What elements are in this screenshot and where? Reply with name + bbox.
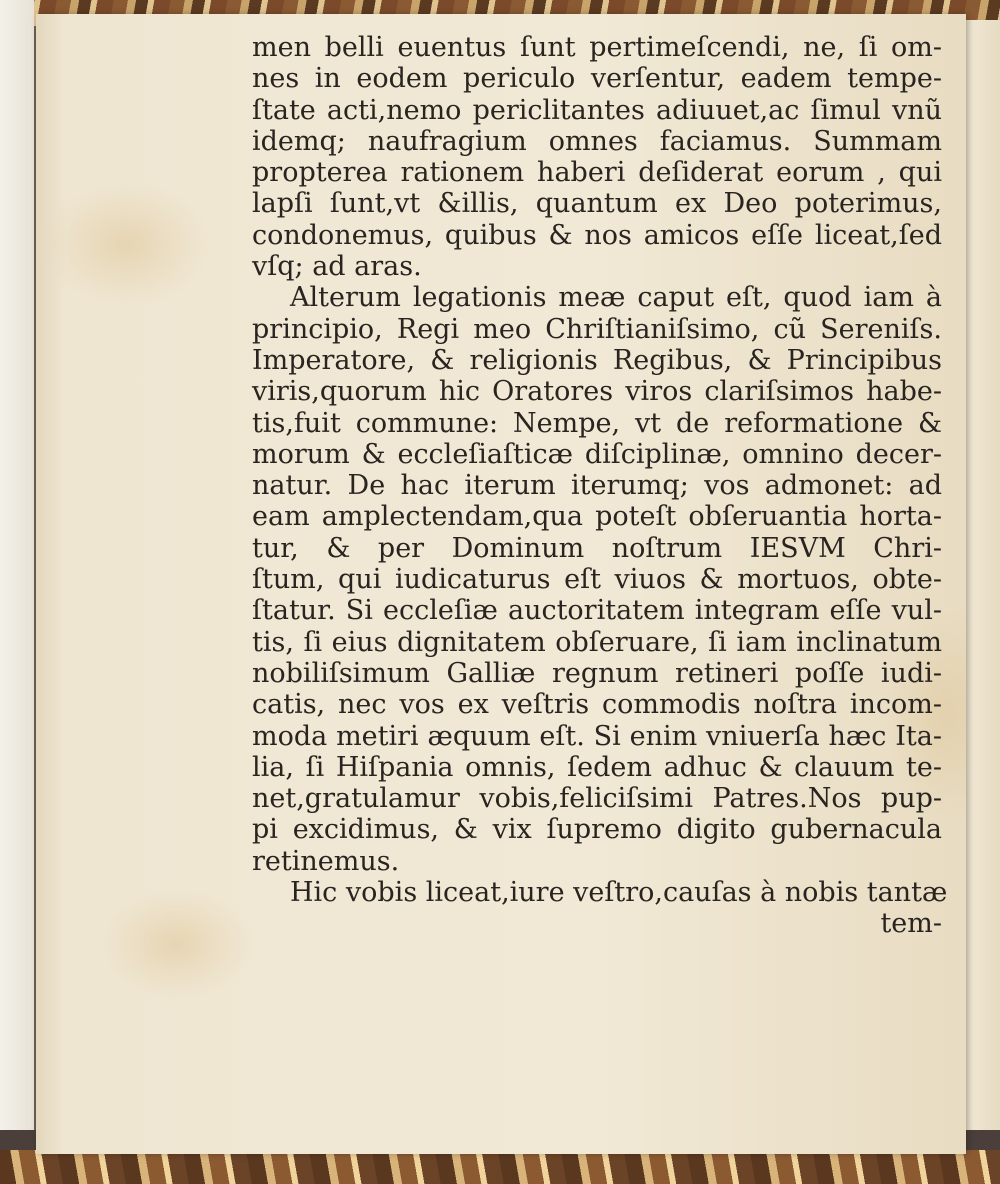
text-line: principio, Regi meo Chriſtianiſsimo, cũ Sereniſs. [252, 313, 942, 345]
text-line: nes in eodem periculo verſentur, eadem tempe- [252, 63, 942, 95]
text-line: nobiliſsimum Galliæ regnum retineri poſſe iudi- [252, 657, 942, 689]
left-margin-background [0, 0, 34, 1184]
text-line: propterea rationem haberi deſiderat eorum , qui [252, 157, 942, 189]
text-line: tis,fuit commune: Nempe, vt de reformatione & [252, 407, 942, 439]
text-line: men belli euentus ſunt pertimeſcendi, ne, ſi om- [252, 32, 942, 63]
text-line: tur, & per Dominum noſtrum IESVM Chri- [252, 532, 942, 564]
text-line: morum & eccleſiaſticæ diſciplinæ, omnino decer- [252, 438, 942, 470]
text-line: tem- [880, 908, 942, 940]
text-line: catis, nec vos ex veſtris commodis noſtra incom- [252, 689, 942, 721]
text-line: moda metiri æquum eſt. Si enim vniuerſa hæc Ita- [252, 720, 942, 752]
text-line: ſtatur. Si eccleſiæ auctoritatem integram eſſe vul- [252, 595, 942, 627]
text-line: vſq; ad aras. [252, 251, 422, 283]
text-line: ſtum, qui iudicaturus eſt viuos & mortuos, obte- [252, 564, 942, 596]
text-line: lia, ſi Hiſpania omnis, ſedem adhuc & clauum te- [252, 751, 942, 783]
book-page [36, 14, 966, 1154]
text-line: lapſi ſunt,vt &illis, quantum ex Deo poterimus, [252, 188, 942, 220]
page-text-block [252, 32, 948, 940]
marbled-endpaper-bottom [0, 1150, 1000, 1184]
text-line: natur. De hac iterum iterumq; vos admonet: ad [252, 470, 942, 502]
text-line: retinemus. [252, 845, 400, 877]
text-line: tis, ſi eius dignitatem obſeruare, ſi iam inclinatum [252, 626, 942, 658]
text-line: viris,quorum hic Oratores viros clariſsimos habe- [252, 376, 942, 408]
text-line: Alterum legationis meæ caput eſt, quod iam à [290, 282, 942, 314]
text-line: Imperatore, & religionis Regibus, & Principibus [252, 344, 942, 376]
text-line: eam amplectendam,qua poteſt obſeruantia horta- [252, 501, 942, 533]
text-line: pi excidimus, & vix ſupremo digito gubernacula [252, 814, 942, 846]
text-line: idemq; naufragium omnes faciamus. Summam [252, 125, 942, 157]
text-line: ſtate acti,nemo periclitantes adiuuet,ac ſimul vnũ [252, 94, 942, 126]
text-line: condonemus, quibus & nos amicos eſſe liceat,ſed [252, 219, 942, 251]
text-line: Hic vobis liceat,iure veſtro,cauſas à nobis tantæ [290, 877, 948, 909]
text-line: net,gratulamur vobis,feliciſsimi Patres.Nos pup- [252, 783, 942, 815]
